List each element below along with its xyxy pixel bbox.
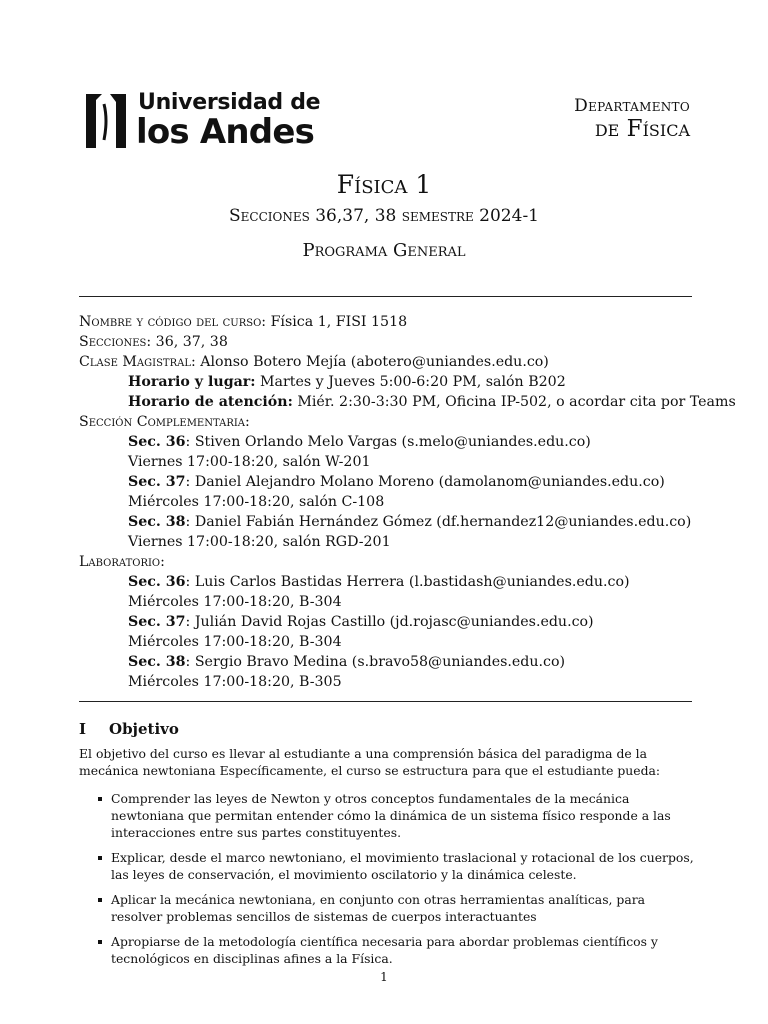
- lab-who: : Sergio Bravo Medina (s.bravo58@uniandes.edu.co): [185, 654, 566, 670]
- complementary-who: : Daniel Fabián Hernández Gómez (df.hernandez12@uniandes.edu.co): [185, 514, 692, 530]
- list-item: Aplicar la mecánica newtoniana, en conjunto con otras herramientas analíticas, para resolver problemas sencillos de sistemas de cuerpos interactuantes: [96, 891, 696, 925]
- lecture-line: [79, 352, 699, 372]
- lab-sec: Sec. 36: [128, 574, 186, 590]
- office-hours-value: Miér. 2:30-3:30 PM, Oficina IP-502, o acordar cita por Teams: [292, 394, 736, 410]
- complementary-sec: Sec. 38: [128, 514, 186, 530]
- complementary-who: : Stiven Orlando Melo Vargas (s.melo@uniandes.edu.co): [185, 434, 591, 450]
- lab-label: Laboratorio:: [79, 554, 165, 570]
- lab-schedule: Miércoles 17:00-18:20, B-304: [128, 594, 342, 610]
- complementary-sec: Sec. 36: [128, 434, 186, 450]
- department-line2-main: Física: [626, 116, 690, 142]
- sections-value: 36, 37, 38: [151, 334, 228, 350]
- document-title: Física 1: [336, 170, 432, 199]
- department-line1: Departamento: [574, 96, 690, 116]
- course-info: [79, 312, 736, 692]
- section-title: Objetivo: [109, 720, 179, 738]
- lab-heading: [79, 552, 699, 572]
- sections-line: [79, 332, 699, 352]
- document-subtitle: Secciones 36,37, 38 semestre 2024-1: [228, 206, 540, 226]
- complementary-sec: Sec. 37: [128, 474, 186, 490]
- lecture-value: Alonso Botero Mejía (abotero@uniandes.edu.co): [195, 354, 549, 370]
- objective-list: [96, 790, 696, 975]
- complementary-item: [79, 432, 699, 452]
- complementary-who: : Daniel Alejandro Molano Moreno (damolanom@uniandes.edu.co): [185, 474, 665, 490]
- complementary-schedule: Viernes 17:00-18:20, salón W-201: [128, 454, 371, 470]
- department-line2: [574, 116, 690, 142]
- lab-schedule: Miércoles 17:00-18:20, B-304: [128, 634, 342, 650]
- lecture-schedule-value: Martes y Jueves 5:00-6:20 PM, salón B202: [255, 374, 566, 390]
- list-item: Apropiarse de la metodología científica necesaria para abordar problemas científicos y tecnológicos en disciplinas afines a la Física.: [96, 933, 696, 967]
- complementary-schedule: Miércoles 17:00-18:20, salón C-108: [128, 494, 385, 510]
- divider-top: [79, 296, 692, 297]
- lecture-schedule-line: [79, 372, 699, 392]
- complementary-item: [79, 472, 699, 492]
- lab-sec: Sec. 37: [128, 614, 186, 630]
- course-name-line: [79, 312, 699, 332]
- section-number: I: [79, 720, 87, 738]
- section-heading: [79, 720, 179, 738]
- lab-item: [79, 652, 699, 672]
- lecture-schedule-label: Horario y lugar:: [128, 374, 256, 390]
- page-number: 1: [380, 970, 388, 984]
- department-line2-prefix: de: [594, 116, 620, 142]
- university-logo-icon: [82, 90, 130, 152]
- lab-schedule: Miércoles 17:00-18:20, B-305: [128, 674, 342, 690]
- sections-label: Secciones:: [79, 334, 152, 350]
- office-hours-line: [79, 392, 736, 412]
- complementary-heading: [79, 412, 699, 432]
- office-hours-label: Horario de atención:: [128, 394, 293, 410]
- lab-who: : Julián David Rojas Castillo (jd.rojasc@uniandes.edu.co): [185, 614, 594, 630]
- objective-intro: El objetivo del curso es llevar al estudiante a una comprensión básica del paradigma de la mecánica newtoniana Específicamente, el curso se estructura para que el estudiante pueda:: [79, 746, 661, 778]
- list-item: Comprender las leyes de Newton y otros conceptos fundamentales de la mecánica newtoniana que permitan entender cómo la dinámica de un sistema físico responde a las interacciones entre sus partes constituyentes.: [96, 790, 696, 841]
- complementary-label: Sección Complementaria:: [79, 414, 250, 430]
- document-program: Programa General: [302, 240, 466, 261]
- divider-bottom: [79, 701, 692, 702]
- lab-item: [79, 612, 699, 632]
- logo-line2: los Andes: [136, 112, 315, 152]
- department-header: [574, 96, 690, 142]
- complementary-item: [79, 512, 699, 532]
- list-item: Explicar, desde el marco newtoniano, el movimiento traslacional y rotacional de los cuerpos, las leyes de conservación, el movimiento oscilatorio y la dinámica celeste.: [96, 849, 696, 883]
- course-name-value: Física 1, FISI 1518: [266, 314, 408, 330]
- logo-line1: Universidad de: [138, 90, 321, 115]
- course-name-label: Nombre y código del curso:: [79, 314, 267, 330]
- lecture-label: Clase Magistral:: [79, 354, 196, 370]
- lab-who: : Luis Carlos Bastidas Herrera (l.bastidash@uniandes.edu.co): [185, 574, 630, 590]
- lab-item: [79, 572, 699, 592]
- complementary-schedule: Viernes 17:00-18:20, salón RGD-201: [128, 534, 391, 550]
- lab-sec: Sec. 38: [128, 654, 186, 670]
